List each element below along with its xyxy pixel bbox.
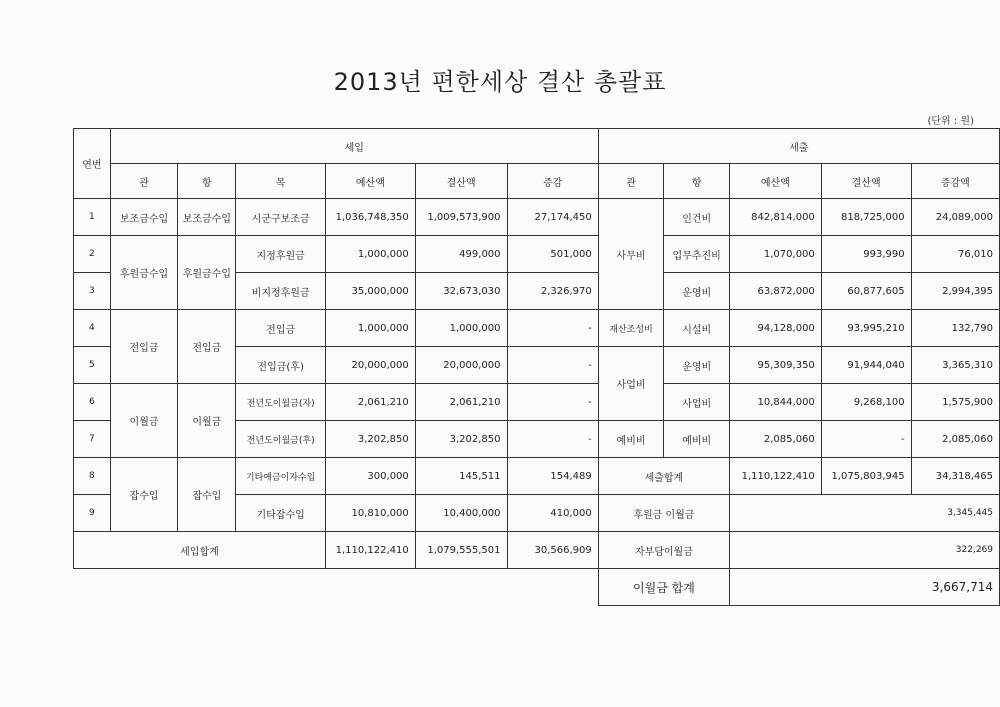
support-carry-label: 후원금 이월금 [598, 495, 729, 532]
expense-hang: 예비비 [664, 421, 730, 458]
income-diff: 501,000 [507, 236, 598, 273]
unit-label: (단위 : 원) [927, 116, 974, 127]
expense-settled: 91,944,040 [821, 347, 911, 384]
income-gwan: 이월금 [110, 384, 178, 458]
expense-budget: 63,872,000 [730, 273, 822, 310]
income-settled: 3,202,850 [415, 421, 507, 458]
header-no: 연번 [74, 129, 111, 199]
table-row [74, 569, 1000, 606]
income-diff: - [507, 347, 598, 384]
header-income: 세입 [110, 129, 598, 164]
header-income-settled: 결산액 [415, 164, 507, 199]
income-diff: 27,174,450 [507, 199, 598, 236]
header-expense-settled: 결산액 [821, 164, 911, 199]
expense-gwan: 예비비 [598, 421, 664, 458]
self-carry-label: 자부담이월금 [598, 532, 729, 569]
income-diff: 154,489 [507, 458, 598, 495]
row-no: 3 [74, 273, 111, 310]
header-expense-hang: 항 [664, 164, 730, 199]
income-hang: 전입금 [178, 310, 236, 384]
header-income-mok: 목 [236, 164, 326, 199]
carry-total-label: 이월금 합계 [598, 569, 729, 606]
header-income-hang: 항 [178, 164, 236, 199]
income-budget: 3,202,850 [325, 421, 415, 458]
expense-hang: 시설비 [664, 310, 730, 347]
income-diff: - [507, 310, 598, 347]
carry-total-value: 3,667,714 [730, 569, 1000, 606]
expense-total-budget: 1,110,122,410 [730, 458, 822, 495]
row-no: 7 [74, 421, 111, 458]
row-no: 6 [74, 384, 111, 421]
expense-settled: 60,877,605 [821, 273, 911, 310]
row-no: 5 [74, 347, 111, 384]
table-row [74, 310, 1000, 347]
support-carry-value: 3,345,445 [730, 495, 1000, 532]
expense-hang: 운영비 [664, 347, 730, 384]
income-mok: 전년도이월금(자) [236, 384, 326, 421]
income-diff: 2,326,970 [507, 273, 598, 310]
income-diff: - [507, 421, 598, 458]
expense-settled: 993,990 [821, 236, 911, 273]
income-mok: 기타예금이자수입 [236, 458, 326, 495]
expense-settled: - [821, 421, 911, 458]
income-hang: 이월금 [178, 384, 236, 458]
expense-gwan: 사업비 [598, 347, 664, 421]
expense-diff: 24,089,000 [911, 199, 999, 236]
expense-budget: 10,844,000 [730, 384, 822, 421]
income-settled: 20,000,000 [415, 347, 507, 384]
table-row [74, 384, 1000, 421]
income-budget: 1,000,000 [325, 236, 415, 273]
income-hang: 잡수입 [178, 458, 236, 532]
income-mok: 시군구보조금 [236, 199, 326, 236]
income-mok: 전입금 [236, 310, 326, 347]
expense-budget: 1,070,000 [730, 236, 822, 273]
income-mok: 전년도이월금(후) [236, 421, 326, 458]
income-total-settled: 1,079,555,501 [415, 532, 507, 569]
income-budget: 10,810,000 [325, 495, 415, 532]
expense-diff: 2,085,060 [911, 421, 999, 458]
header-income-diff: 증감 [507, 164, 598, 199]
expense-settled: 9,268,100 [821, 384, 911, 421]
income-gwan: 후원금수입 [110, 236, 178, 310]
page-title: 2013년 편한세상 결산 총괄표 [333, 68, 667, 96]
row-no: 1 [74, 199, 111, 236]
income-settled: 10,400,000 [415, 495, 507, 532]
expense-budget: 2,085,060 [730, 421, 822, 458]
expense-gwan: 재산조성비 [598, 310, 664, 347]
header-income-gwan: 관 [110, 164, 178, 199]
income-settled: 2,061,210 [415, 384, 507, 421]
income-total-label: 세입합계 [74, 532, 326, 569]
income-total-budget: 1,110,122,410 [325, 532, 415, 569]
expense-hang: 인건비 [664, 199, 730, 236]
expense-diff: 2,994,395 [911, 273, 999, 310]
header-expense-gwan: 관 [598, 164, 664, 199]
expense-hang: 운영비 [664, 273, 730, 310]
income-diff: - [507, 384, 598, 421]
income-settled: 499,000 [415, 236, 507, 273]
expense-settled: 93,995,210 [821, 310, 911, 347]
expense-gwan: 사무비 [598, 199, 664, 310]
income-budget: 2,061,210 [325, 384, 415, 421]
expense-total-settled: 1,075,803,945 [821, 458, 911, 495]
income-total-diff: 30,566,909 [507, 532, 598, 569]
settlement-table [73, 128, 1000, 606]
expense-budget: 842,814,000 [730, 199, 822, 236]
income-gwan: 잡수입 [110, 458, 178, 532]
table-row [74, 236, 1000, 273]
empty-space [74, 569, 599, 606]
table-row [74, 458, 1000, 495]
income-mok: 지정후원금 [236, 236, 326, 273]
income-mok: 전입금(후) [236, 347, 326, 384]
header-income-budget: 예산액 [325, 164, 415, 199]
row-no: 2 [74, 236, 111, 273]
expense-diff: 1,575,900 [911, 384, 999, 421]
income-settled: 1,009,573,900 [415, 199, 507, 236]
table-row [74, 199, 1000, 236]
income-settled: 1,000,000 [415, 310, 507, 347]
expense-budget: 94,128,000 [730, 310, 822, 347]
income-mok: 비지정후원금 [236, 273, 326, 310]
income-settled: 145,511 [415, 458, 507, 495]
row-no: 8 [74, 458, 111, 495]
expense-hang: 업무추진비 [664, 236, 730, 273]
header-expense-budget: 예산액 [730, 164, 822, 199]
expense-diff: 132,790 [911, 310, 999, 347]
self-carry-value: 322,269 [730, 532, 1000, 569]
expense-diff: 3,365,310 [911, 347, 999, 384]
income-budget: 300,000 [325, 458, 415, 495]
income-budget: 1,036,748,350 [325, 199, 415, 236]
expense-diff: 76,010 [911, 236, 999, 273]
table-row [74, 532, 1000, 569]
income-budget: 1,000,000 [325, 310, 415, 347]
row-no: 9 [74, 495, 111, 532]
expense-total-diff: 34,318,465 [911, 458, 999, 495]
income-hang: 후원금수입 [178, 236, 236, 310]
expense-budget: 95,309,350 [730, 347, 822, 384]
income-budget: 35,000,000 [325, 273, 415, 310]
income-diff: 410,000 [507, 495, 598, 532]
income-mok: 기타잡수입 [236, 495, 326, 532]
expense-hang: 사업비 [664, 384, 730, 421]
expense-total-label: 세출합계 [598, 458, 729, 495]
income-settled: 32,673,030 [415, 273, 507, 310]
header-expense-diff: 증감액 [911, 164, 999, 199]
income-gwan: 전입금 [110, 310, 178, 384]
income-hang: 보조금수입 [178, 199, 236, 236]
income-gwan: 보조금수입 [110, 199, 178, 236]
income-budget: 20,000,000 [325, 347, 415, 384]
header-expense: 세출 [598, 129, 999, 164]
row-no: 4 [74, 310, 111, 347]
expense-settled: 818,725,000 [821, 199, 911, 236]
